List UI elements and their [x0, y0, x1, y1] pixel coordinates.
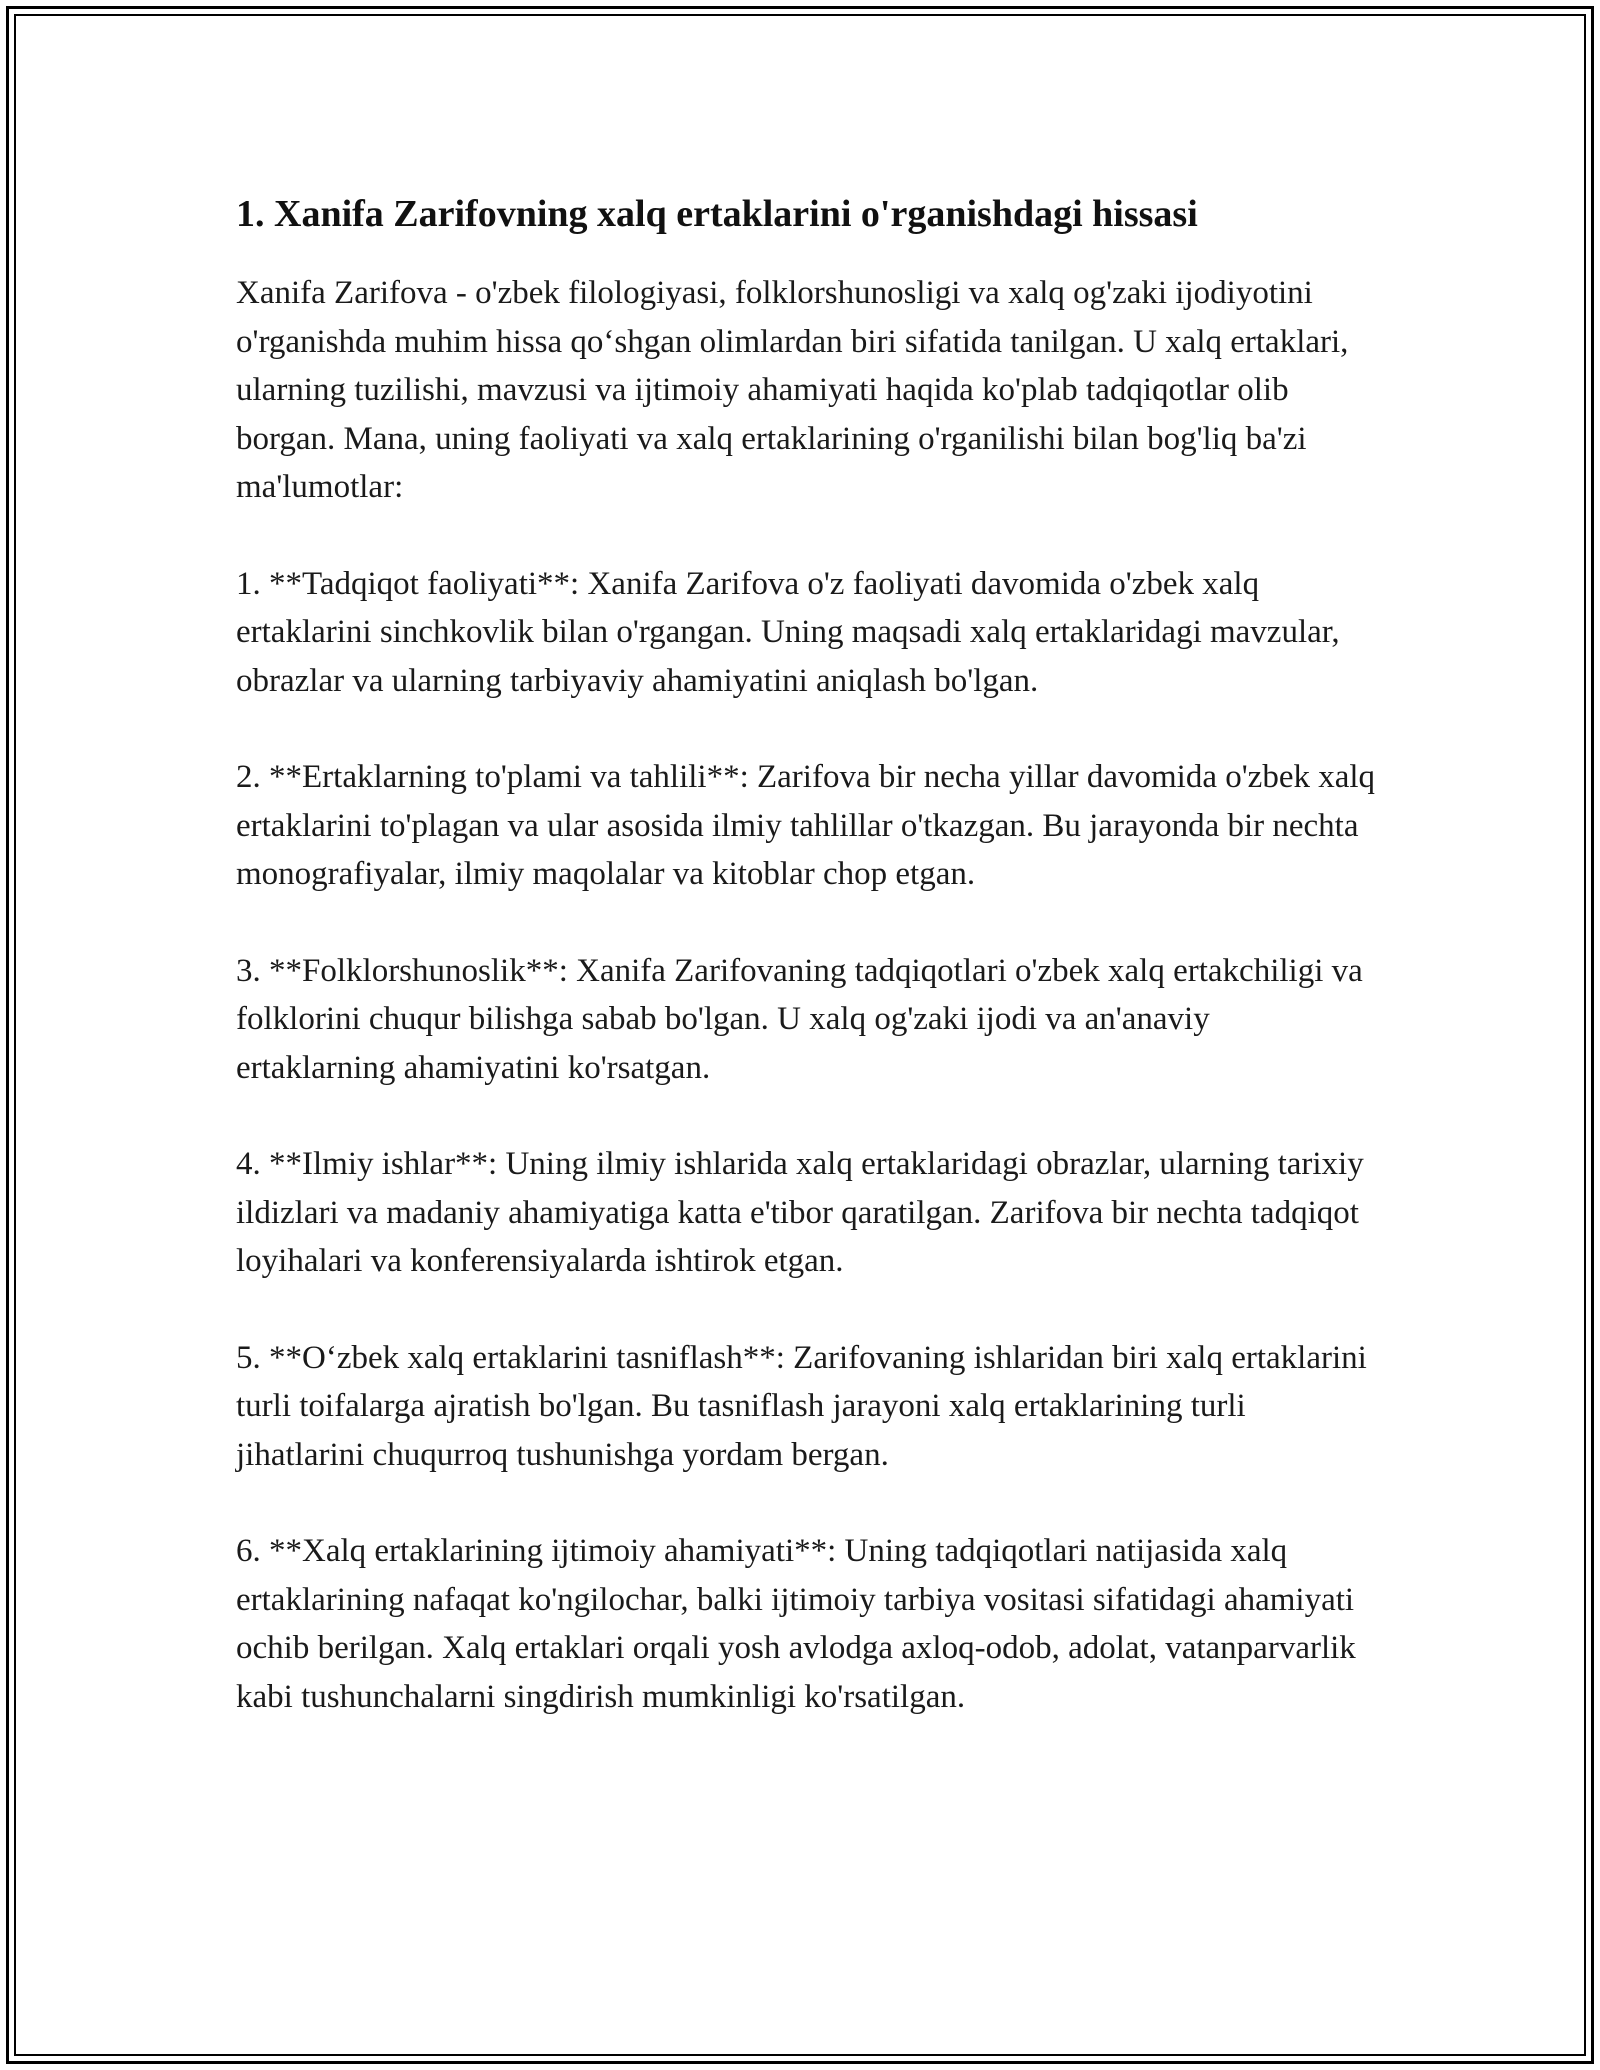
paragraph-scientific-works: 4. **Ilmiy ishlar**: Uning ilmiy ishlarida xalq ertaklaridagi obrazlar, ularning tarixiy ildizlari va madaniy ahamiyatiga katta e'tibor qaratilgan. Zarifova bir nechta tadqiqot loyihalari va konferensiyalarda ishtirok etgan.	[236, 1146, 1364, 1279]
paragraph-social-significance: 6. **Xalq ertaklarining ijtimoiy ahamiyati**: Uning tadqiqotlari natijasida xalq ertaklarining nafaqat ko'ngilochar, balki ijtimoiy tarbiya vositasi sifatidagi ahamiyati ochib berilgan. Xalq ertaklari orqali yosh avlodga axloq-odob, adolat, vatanparvarlik kabi tushunchalarni singdirish mumkinligi ko'rsatilgan.	[236, 1533, 1356, 1715]
paragraph-folklore-studies: 3. **Folklorshunoslik**: Xanifa Zarifovaning tadqiqotlari o'zbek xalq ertakchiligi va folklorini chuqur bilishga sabab bo'lgan. U xalq og'zaki ijodi va an'anaviy ertaklarning ahamiyatini ko'rsatgan.	[236, 952, 1363, 1086]
document-body	[236, 185, 1376, 1769]
paragraph-classification: 5. **O‘zbek xalq ertaklarini tasniflash**: Zarifovaning ishlaridan biri xalq ertaklarini turli toifalarga ajratish bo'lgan. Bu tasniflash jarayoni xalq ertaklarining turli jihatlarini chuqurroq tushunishga yordam bergan.	[236, 1339, 1367, 1473]
intro-paragraph: Xanifa Zarifova - o'zbek filologiyasi, folklorshunosligi va xalq og'zaki ijodiyotini o'rganishda muhim hissa qo‘shgan olimlardan biri sifatida tanilgan. U xalq ertaklari, ularning tuzilishi, mavzusi va ijtimoiy ahamiyati haqida ko'plab tadqiqotlar olib borgan. Mana, uning faoliyati va xalq ertaklarining o'rganilishi bilan bog'liq ba'zi ma'lumotlar:	[236, 275, 1349, 505]
document-title: 1. Xanifa Zarifovning xalq ertaklarini o'rganishdagi hissasi	[236, 193, 1198, 235]
paragraph-collection-analysis: 2. **Ertaklarning to'plami va tahlili**: Zarifova bir necha yillar davomida o'zbek xalq ertaklarini to'plagan va ular asosida ilmiy tahlillar o'tkazgan. Bu jarayonda bir nechta monografiyalar, ilmiy maqolalar va kitoblar chop etgan.	[236, 759, 1376, 892]
paragraph-research-activity: 1. **Tadqiqot faoliyati**: Xanifa Zarifova o'z faoliyati davomida o'zbek xalq ertaklarini sinchkovlik bilan o'rgangan. Uning maqsadi xalq ertaklaridagi mavzular, obrazlar va ularning tarbiyaviy ahamiyatini aniqlash bo'lgan.	[236, 565, 1340, 699]
